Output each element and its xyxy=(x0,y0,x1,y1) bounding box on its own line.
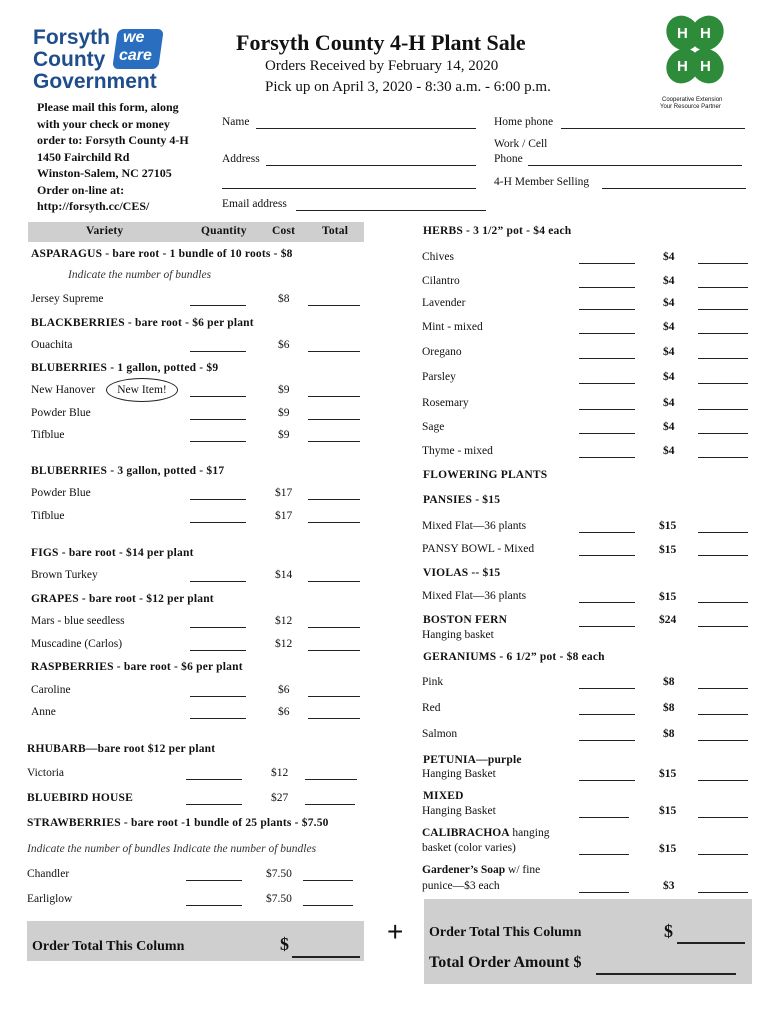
total-mixed-basket[interactable] xyxy=(698,805,748,818)
price-jersey: $8 xyxy=(278,293,290,305)
qty-viola-flat[interactable] xyxy=(579,590,635,603)
total-pink[interactable] xyxy=(698,676,748,689)
address-field-2[interactable] xyxy=(222,176,476,189)
item-earliglow: Earliglow xyxy=(27,893,73,905)
qty-boston-fern[interactable] xyxy=(579,614,635,627)
item-muscadine: Muscadine (Carlos) xyxy=(31,638,123,650)
qty-caroline[interactable] xyxy=(190,684,246,697)
price-chandler: $7.50 xyxy=(266,868,292,880)
soap-rest: w/ fine xyxy=(508,864,541,876)
work-cell-label: Work / Cell xyxy=(494,138,548,150)
item-ouachita: Ouachita xyxy=(31,339,73,351)
item-rosemary: Rosemary xyxy=(422,397,469,409)
blueberries-1gal-header: BLUBERRIES - 1 gallon, potted - $9 xyxy=(31,362,219,374)
item-viola-flat: Mixed Flat—36 plants xyxy=(422,590,527,602)
total-viola-flat[interactable] xyxy=(698,590,748,603)
logo-we: we xyxy=(123,29,145,46)
qty-pink[interactable] xyxy=(579,676,635,689)
mail-line: 1450 Fairchild Rd xyxy=(37,149,130,164)
item-cilantro: Cilantro xyxy=(422,275,460,287)
qty-tifblue-3[interactable] xyxy=(190,510,246,523)
logo-county: County xyxy=(33,48,106,71)
petunia-sub: Hanging Basket xyxy=(422,768,496,780)
blueberries-3gal-header: BLUBERRIES - 3 gallon, potted - $17 xyxy=(31,465,225,477)
total-pansy-flat[interactable] xyxy=(698,520,748,533)
total-new-hanover[interactable] xyxy=(308,384,360,397)
price-new-hanover: $9 xyxy=(278,384,290,396)
qty-chandler[interactable] xyxy=(186,868,242,881)
grand-total-label: Total Order Amount $ xyxy=(429,954,582,971)
left-total-dollar: $ xyxy=(280,934,289,954)
mail-line: order to: Forsyth County 4-H xyxy=(37,133,189,147)
mail-line: Please mail this form, along xyxy=(37,100,179,114)
item-tifblue-3: Tifblue xyxy=(31,510,65,522)
price-victoria: $12 xyxy=(271,767,289,779)
qty-mars[interactable] xyxy=(190,615,246,628)
qty-mixed-basket[interactable] xyxy=(579,805,629,818)
qty-sage[interactable] xyxy=(579,421,635,434)
qty-thyme[interactable] xyxy=(579,445,635,458)
price-mixed-basket: $15 xyxy=(659,805,677,817)
item-anne: Anne xyxy=(31,706,56,718)
violas-header: VIOLAS -- $15 xyxy=(423,567,501,579)
qty-pansy-bowl[interactable] xyxy=(579,543,635,556)
member-label: 4-H Member Selling xyxy=(494,176,590,188)
left-total-field[interactable] xyxy=(292,940,360,958)
work-phone-field[interactable] xyxy=(528,153,742,166)
price-soap: $3 xyxy=(663,880,675,892)
soap-sub: punice—$3 each xyxy=(422,880,500,892)
total-mars[interactable] xyxy=(308,615,360,628)
total-calibrachoa[interactable] xyxy=(698,842,748,855)
total-petunia[interactable] xyxy=(698,768,748,781)
qty-powder-blue-3[interactable] xyxy=(190,487,246,500)
total-ouachita[interactable] xyxy=(308,339,360,352)
svg-text:H: H xyxy=(677,58,688,75)
price-parsley: $4 xyxy=(663,371,675,383)
qty-soap[interactable] xyxy=(579,880,629,893)
qty-victoria[interactable] xyxy=(186,767,242,780)
item-chandler: Chandler xyxy=(27,868,70,880)
address-label: Address xyxy=(222,153,260,165)
pansies-header: PANSIES - $15 xyxy=(423,494,501,506)
total-boston-fern[interactable] xyxy=(698,614,748,627)
price-chives: $4 xyxy=(663,251,675,263)
total-jersey[interactable] xyxy=(308,293,360,306)
price-pansy-flat: $15 xyxy=(659,520,677,532)
total-anne[interactable] xyxy=(308,706,360,719)
calibrachoa-sub: basket (color varies) xyxy=(422,842,516,854)
asparagus-header: ASPARAGUS - bare root - 1 bundle of 10 roots - $8 xyxy=(31,248,293,260)
forsyth-county-logo xyxy=(33,27,161,97)
qty-powder-blue-1[interactable] xyxy=(190,407,246,420)
total-muscadine[interactable] xyxy=(308,638,360,651)
grand-total-field[interactable] xyxy=(596,958,736,975)
item-caroline: Caroline xyxy=(31,684,71,696)
price-earliglow: $7.50 xyxy=(266,893,292,905)
total-oregano[interactable] xyxy=(698,346,748,359)
figs-header: FIGS - bare root - $14 per plant xyxy=(31,547,194,559)
qty-oregano[interactable] xyxy=(579,346,635,359)
mail-line: Winston-Salem, NC 27105 xyxy=(37,166,172,180)
total-powder-blue-1[interactable] xyxy=(308,407,360,420)
clover-caption-1: Cooperative Extension xyxy=(662,97,723,103)
svg-text:H: H xyxy=(700,58,711,75)
total-chandler[interactable] xyxy=(303,868,353,881)
total-caroline[interactable] xyxy=(308,684,360,697)
qty-chives[interactable] xyxy=(579,251,635,264)
total-brown-turkey[interactable] xyxy=(308,569,360,582)
right-total-dollar: $ xyxy=(664,921,673,941)
flowering-header: FLOWERING PLANTS xyxy=(423,469,548,481)
name-label: Name xyxy=(222,116,250,128)
price-cilantro: $4 xyxy=(663,275,675,287)
logo-care: care xyxy=(119,47,152,64)
plus-sign: + xyxy=(387,916,404,947)
qty-muscadine[interactable] xyxy=(190,638,246,651)
total-sage[interactable] xyxy=(698,421,748,434)
qty-salmon[interactable] xyxy=(579,728,635,741)
total-lavender[interactable] xyxy=(698,297,748,310)
qty-tifblue-1[interactable] xyxy=(190,429,246,442)
soap-name: Gardener’s Soap xyxy=(422,864,506,876)
total-victoria[interactable] xyxy=(305,767,357,780)
item-sage: Sage xyxy=(422,421,445,433)
total-chives[interactable] xyxy=(698,251,748,264)
price-mars: $12 xyxy=(275,615,293,627)
item-mint: Mint - mixed xyxy=(422,321,483,333)
qty-mint[interactable] xyxy=(579,321,635,334)
geraniums-header: GERANIUMS - 6 1/2” pot - $8 each xyxy=(423,651,605,663)
page-title: Forsyth County 4-H Plant Sale xyxy=(236,30,526,55)
clover-caption-2: Your Resource Partner xyxy=(660,104,721,110)
total-salmon[interactable] xyxy=(698,728,748,741)
home-phone-field[interactable] xyxy=(561,116,745,129)
price-red: $8 xyxy=(663,702,675,714)
total-tifblue-3[interactable] xyxy=(308,510,360,523)
item-pink: Pink xyxy=(422,676,444,688)
item-powder-blue-1: Powder Blue xyxy=(31,407,91,419)
qty-rosemary[interactable] xyxy=(579,397,635,410)
price-boston-fern: $24 xyxy=(659,614,677,626)
name-field[interactable] xyxy=(256,116,476,129)
petunia: PETUNIA—purple xyxy=(423,754,522,766)
price-lavender: $4 xyxy=(663,297,675,309)
item-pansy-bowl: PANSY BOWL - Mixed xyxy=(422,543,535,555)
qty-calibrachoa[interactable] xyxy=(579,842,629,855)
item-oregano: Oregano xyxy=(422,346,462,358)
email-label: Email address xyxy=(222,198,287,210)
price-powder-blue-1: $9 xyxy=(278,407,290,419)
mail-line: Order on-line at: xyxy=(37,182,125,197)
member-field[interactable] xyxy=(602,176,746,189)
price-anne: $6 xyxy=(278,706,290,718)
total-bluebird[interactable] xyxy=(305,792,355,805)
total-rosemary[interactable] xyxy=(698,397,748,410)
left-table-header xyxy=(28,222,364,242)
item-new-hanover: New Hanover xyxy=(31,384,96,396)
calibrachoa xyxy=(422,827,549,839)
raspberries-header: RASPBERRIES - bare root - $6 per plant xyxy=(31,661,243,673)
qty-parsley[interactable] xyxy=(579,371,635,384)
orders-deadline: Orders Received by February 14, 2020 xyxy=(265,58,499,74)
qty-ouachita[interactable] xyxy=(190,339,246,352)
qty-earliglow[interactable] xyxy=(186,893,242,906)
price-caroline: $6 xyxy=(278,684,290,696)
qty-petunia[interactable] xyxy=(579,768,635,781)
price-pansy-bowl: $15 xyxy=(659,544,677,556)
item-lavender: Lavender xyxy=(422,297,466,309)
bundles-note: Indicate the number of bundles xyxy=(68,269,212,281)
total-soap[interactable] xyxy=(698,880,748,893)
total-mint[interactable] xyxy=(698,321,748,334)
price-salmon: $8 xyxy=(663,728,675,740)
item-red: Red xyxy=(422,702,441,714)
item-mars: Mars - blue seedless xyxy=(31,615,125,627)
svg-text:H: H xyxy=(700,25,711,42)
mail-line: http://forsyth.cc/CES/ xyxy=(37,199,150,213)
price-thyme: $4 xyxy=(663,445,675,457)
item-salmon: Salmon xyxy=(422,728,458,740)
price-bluebird: $27 xyxy=(271,792,289,804)
col-variety: Variety xyxy=(86,225,124,237)
rhubarb-header: RHUBARB—bare root $12 per plant xyxy=(27,743,216,755)
qty-red[interactable] xyxy=(579,702,635,715)
price-pink: $8 xyxy=(663,676,675,688)
item-victoria: Victoria xyxy=(27,767,64,779)
qty-cilantro[interactable] xyxy=(579,275,635,288)
col-total: Total xyxy=(322,225,349,237)
col-cost: Cost xyxy=(272,225,296,237)
right-order-total-label: Order Total This Column xyxy=(429,925,582,940)
email-field[interactable] xyxy=(296,198,486,211)
qty-jersey[interactable] xyxy=(190,293,246,306)
total-thyme[interactable] xyxy=(698,445,748,458)
qty-anne[interactable] xyxy=(190,706,246,719)
item-powder-blue-3: Powder Blue xyxy=(31,487,91,499)
total-pansy-bowl[interactable] xyxy=(698,543,748,556)
calibrachoa-name: CALIBRACHOA xyxy=(422,827,510,839)
blackberries-header: BLACKBERRIES - bare root - $6 per plant xyxy=(31,317,254,329)
price-calibrachoa: $15 xyxy=(659,843,677,855)
qty-brown-turkey[interactable] xyxy=(190,569,246,582)
item-pansy-flat: Mixed Flat—36 plants xyxy=(422,520,527,532)
price-viola-flat: $15 xyxy=(659,591,677,603)
item-thyme: Thyme - mixed xyxy=(422,445,493,457)
phone-label: Phone xyxy=(494,153,523,165)
price-brown-turkey: $14 xyxy=(275,569,293,581)
price-ouachita: $6 xyxy=(278,339,290,351)
total-parsley[interactable] xyxy=(698,371,748,384)
logo-government: Government xyxy=(33,70,157,93)
mail-line: with your check or money xyxy=(37,116,170,131)
logo-forsyth: Forsyth xyxy=(33,26,111,49)
qty-pansy-flat[interactable] xyxy=(579,520,635,533)
four-h-clover-icon xyxy=(650,8,740,98)
mixed-basket: MIXED xyxy=(423,790,464,802)
mixed-basket-sub: Hanging Basket xyxy=(422,805,496,817)
boston-fern: BOSTON FERN xyxy=(423,614,508,626)
total-earliglow[interactable] xyxy=(303,893,353,906)
qty-new-hanover[interactable] xyxy=(190,384,246,397)
boston-fern-sub: Hanging basket xyxy=(422,629,494,641)
bluebird-house: BLUEBIRD HOUSE xyxy=(27,792,134,804)
price-sage: $4 xyxy=(663,421,675,433)
price-rosemary: $4 xyxy=(663,397,675,409)
gardeners-soap xyxy=(422,864,540,876)
price-tifblue-1: $9 xyxy=(278,429,290,441)
qty-bluebird[interactable] xyxy=(186,792,242,805)
price-mint: $4 xyxy=(663,321,675,333)
item-tifblue-1: Tifblue xyxy=(31,429,65,441)
total-red[interactable] xyxy=(698,702,748,715)
price-oregano: $4 xyxy=(663,346,675,358)
home-phone-label: Home phone xyxy=(494,116,554,128)
calibrachoa-rest: hanging xyxy=(512,827,550,839)
col-quantity: Quantity xyxy=(201,225,247,237)
left-order-total-label: Order Total This Column xyxy=(32,939,185,954)
qty-lavender[interactable] xyxy=(579,297,635,310)
strawberries-header: STRAWBERRIES - bare root -1 bundle of 25 plants - $7.50 xyxy=(27,817,329,829)
price-powder-blue-3: $17 xyxy=(275,487,293,499)
price-petunia: $15 xyxy=(659,768,677,780)
right-total-field[interactable] xyxy=(677,926,745,944)
herbs-header: HERBS - 3 1/2” pot - $4 each xyxy=(423,225,572,237)
item-chives: Chives xyxy=(422,251,454,263)
total-cilantro[interactable] xyxy=(698,275,748,288)
item-parsley: Parsley xyxy=(422,371,456,383)
address-field[interactable] xyxy=(266,153,476,166)
price-tifblue-3: $17 xyxy=(275,510,293,522)
total-powder-blue-3[interactable] xyxy=(308,487,360,500)
mail-instructions xyxy=(37,99,189,215)
price-muscadine: $12 xyxy=(275,638,293,650)
pickup-info: Pick up on April 3, 2020 - 8:30 a.m. - 6:00 p.m. xyxy=(265,79,551,95)
item-jersey: Jersey Supreme xyxy=(31,293,104,305)
svg-text:H: H xyxy=(677,25,688,42)
new-item-badge: New Item! xyxy=(106,378,178,402)
total-tifblue-1[interactable] xyxy=(308,429,360,442)
grapes-header: GRAPES - bare root - $12 per plant xyxy=(31,593,214,605)
item-brown-turkey: Brown Turkey xyxy=(31,569,98,581)
strawberry-bundles-note: Indicate the number of bundles Indicate the number of bundles xyxy=(27,843,317,855)
